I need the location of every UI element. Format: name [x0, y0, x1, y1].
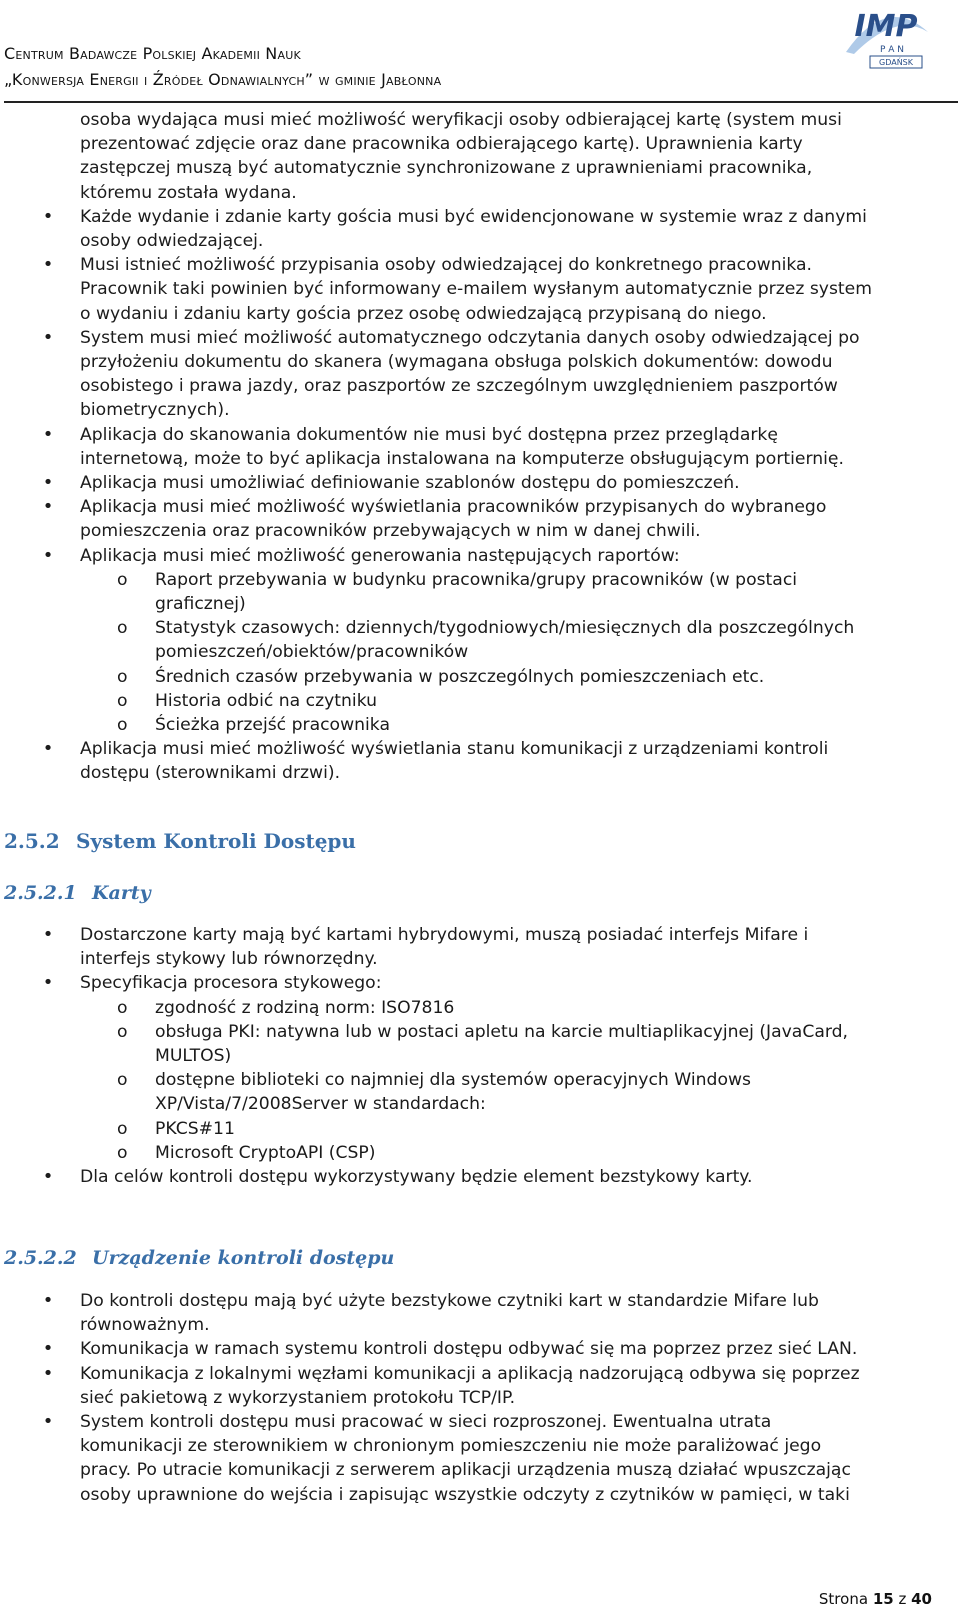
- section-heading: [4, 829, 356, 853]
- logo-subtext: P A N: [879, 45, 905, 55]
- list-item: [0, 1289, 960, 1337]
- list-item: [0, 971, 960, 995]
- list-item: [0, 1165, 960, 1189]
- bullet-icon: [42, 471, 54, 495]
- bullet-icon: [42, 423, 54, 447]
- text-line: Aplikacja musi umożliwiać definiowanie szablonów dostępu do pomieszczeń.: [80, 473, 740, 494]
- bullet-icon: [42, 326, 54, 350]
- bullet-icon: [42, 1165, 54, 1189]
- subsection-heading-access-device: [4, 1247, 394, 1269]
- bullet-icon: [42, 544, 54, 568]
- bullet-icon: [42, 971, 54, 995]
- list-item: [0, 326, 960, 423]
- list-item: [0, 253, 960, 326]
- sub-list-item: o dostępne biblioteki co najmniej dla systemów operacyjnych Windows XP/Vista/7/2008Server w standardach:: [0, 1068, 960, 1116]
- bullet-icon: [42, 1410, 54, 1434]
- header-institution: Centrum Badawcze Polskiej Akademii Nauk: [4, 44, 301, 63]
- sub-list: [0, 568, 960, 737]
- subsection-title: Urządzenie kontroli dostępu: [92, 1247, 395, 1269]
- text-line: przyłożeniu dokumentu do skanera (wymagana obsługa polskich dokumentów: dowodu: [80, 352, 833, 373]
- section-number: 2.5.2: [4, 829, 60, 853]
- text-line: interfejs stykowy lub równorzędny.: [80, 949, 378, 970]
- cards-list: [0, 923, 960, 1189]
- sub-list-item: o Microsoft CryptoAPI (CSP): [0, 1141, 960, 1165]
- page-footer: [819, 1590, 932, 1608]
- text-line: Każde wydanie i zdanie karty gościa musi być ewidencjonowane w systemie wraz z danymi: [80, 206, 867, 227]
- text-line: System musi mieć możliwość automatycznego odczytania danych osoby odwiedzającej po: [80, 327, 860, 348]
- list-item-continuation: [0, 108, 960, 205]
- text-line: komunikacji ze sterownikiem w chronionym pomieszczeniu nie może paraliżować jego: [80, 1436, 822, 1457]
- list-item: [0, 495, 960, 543]
- list-item: [0, 1410, 960, 1507]
- text-line: Specyfikacja procesora stykowego:: [80, 973, 382, 994]
- sub-list-item: o Średnich czasów przebywania w poszczególnych pomieszczeniach etc.: [0, 665, 960, 689]
- sub-list-item: o Statystyk czasowych: dziennych/tygodniowych/miesięcznych dla poszczególnych pomieszczeń/obiektów/pracowników: [0, 616, 960, 664]
- text-line: MULTOS): [155, 1046, 232, 1067]
- text-line: któremu została wydana.: [80, 182, 297, 203]
- text-line: biometrycznych).: [80, 400, 230, 421]
- text-line: Ścieżka przejść pracownika: [155, 715, 390, 736]
- text-line: dostępne biblioteki co najmniej dla systemów operacyjnych Windows: [155, 1070, 751, 1091]
- bullet-icon: [42, 923, 54, 947]
- text-line: Pracownik taki powinien być informowany e-mailem wysłanym automatycznie przez system: [80, 279, 872, 300]
- text-line: internetową, może to być aplikacja instalowana na komputerze obsługującym portiernię.: [80, 448, 844, 469]
- text-line: zastępczej muszą być automatycznie synchronizowane z uprawnieniami pracownika,: [80, 158, 813, 179]
- sub-list-item: o obsługa PKI: natywna lub w postaci apletu na karcie multiaplikacyjnej (JavaCard, MULTOS): [0, 1020, 960, 1068]
- page-separator: z: [898, 1590, 907, 1608]
- bullet-icon: [42, 737, 54, 761]
- text-line: graficznej): [155, 594, 246, 615]
- text-line: zgodność z rodziną norm: ISO7816: [155, 997, 455, 1018]
- requirements-list: [0, 108, 960, 786]
- list-item: [0, 737, 960, 785]
- text-line: pomieszczenia oraz pracowników przebywających w nim w danej chwili.: [80, 521, 701, 542]
- subsection-number: 2.5.2.1: [4, 882, 77, 904]
- text-line: Microsoft CryptoAPI (CSP): [155, 1142, 376, 1163]
- text-line: Komunikacja w ramach systemu kontroli dostępu odbywać się ma poprzez przez sieć LAN.: [80, 1339, 858, 1360]
- text-line: o wydaniu i zdaniu karty gościa przez osobę odwiedzającą przypisaną do niego.: [80, 303, 767, 324]
- bullet-icon: [42, 1337, 54, 1361]
- text-line: Dla celów kontroli dostępu wykorzystywany będzie element bezstykowy karty.: [80, 1167, 753, 1188]
- text-line: Do kontroli dostępu mają być użyte bezstykowe czytniki kart w standardzie Mifare lub: [80, 1291, 819, 1311]
- text-line: osobistego i prawa jazdy, oraz paszportów ze szczególnym uwzględnieniem paszportów: [80, 376, 838, 397]
- text-line: prezentować zdjęcie oraz dane pracownika odbierającego kartę). Uprawnienia karty: [80, 134, 803, 155]
- text-line: Aplikacja musi mieć możliwość wyświetlania stanu komunikacji z urządzeniami kontroli: [80, 739, 829, 760]
- text-line: Musi istnieć możliwość przypisania osoby odwiedzającej do konkretnego pracownika.: [80, 255, 813, 276]
- text-line: osoby odwiedzającej.: [80, 231, 264, 252]
- logo-city: GDAŃSK: [879, 58, 913, 67]
- subsection-title: Karty: [92, 882, 151, 904]
- sub-list-item: o zgodność z rodziną norm: ISO7816: [0, 996, 960, 1020]
- subsection-heading-cards: [4, 882, 151, 904]
- text-line: pomieszczeń/obiektów/pracowników: [155, 642, 469, 663]
- text-line: Aplikacja do skanowania dokumentów nie musi być dostępna przez przeglądarkę: [80, 424, 778, 445]
- text-line: Aplikacja musi mieć możliwość generowania następujących raportów:: [80, 545, 680, 566]
- subsection-number: 2.5.2.2: [4, 1247, 77, 1269]
- sub-list: [0, 996, 960, 1165]
- logo-text: IMP: [854, 9, 918, 44]
- page-number: 15: [872, 1590, 894, 1608]
- text-line: obsługa PKI: natywna lub w postaci apletu na karcie multiaplikacyjnej (JavaCard,: [155, 1021, 849, 1042]
- list-item: [0, 544, 960, 568]
- text-line: dostępu (sterownikami drzwi).: [80, 763, 341, 784]
- text-line: PKCS#11: [155, 1118, 235, 1139]
- bullet-icon: [42, 495, 54, 519]
- list-item: [0, 923, 960, 971]
- text-line: osoba wydająca musi mieć możliwość weryfikacji osoby odbierającej kartę (system musi: [80, 110, 842, 130]
- sub-list-item: o Raport przebywania w budynku pracownika/grupy pracowników (w postaci graficznej): [0, 568, 960, 616]
- bullet-icon: [42, 205, 54, 229]
- text-line: Średnich czasów przebywania w poszczególnych pomieszczeniach etc.: [155, 666, 765, 687]
- header-divider: [4, 101, 958, 103]
- page-total: 40: [911, 1590, 932, 1608]
- section-title: System Kontroli Dostępu: [76, 829, 356, 853]
- bullet-icon: [42, 1289, 54, 1313]
- page-header: [0, 0, 960, 104]
- list-item: [0, 471, 960, 495]
- text-line: XP/Vista/7/2008Server w standardach:: [155, 1094, 486, 1115]
- text-line: pracy. Po utracie komunikacji z serwerem aplikacji urządzenia muszą działać wpuszczając: [80, 1460, 851, 1481]
- imp-pan-logo: [836, 2, 934, 74]
- list-item: [0, 205, 960, 253]
- sub-list-item: o Historia odbić na czytniku: [0, 689, 960, 713]
- text-line: System kontroli dostępu musi pracować w sieci rozproszonej. Ewentualna utrata: [80, 1412, 772, 1433]
- text-line: Historia odbić na czytniku: [155, 690, 378, 711]
- text-line: osoby uprawnione do wejścia i zapisując wszystkie odczyty z czytników w pamięci, w taki: [80, 1484, 850, 1505]
- header-project-title: „Konwersja Energii i Źródeł Odnawialnych” w gminie Jabłonna: [4, 70, 442, 89]
- bullet-icon: [42, 253, 54, 277]
- bullet-icon: [42, 1362, 54, 1386]
- page-label: Strona: [818, 1590, 869, 1608]
- access-device-list: [0, 1289, 960, 1507]
- sub-list-item: o PKCS#11: [0, 1117, 960, 1141]
- text-line: Komunikacja z lokalnymi węzłami komunikacji a aplikacją nadzorującą odbywa się poprzez: [80, 1363, 860, 1384]
- list-item: [0, 423, 960, 471]
- text-line: Raport przebywania w budynku pracownika/grupy pracowników (w postaci: [155, 569, 798, 590]
- list-item: [0, 1362, 960, 1410]
- text-line: Statystyk czasowych: dziennych/tygodniowych/miesięcznych dla poszczególnych: [155, 618, 855, 639]
- list-item: [0, 1337, 960, 1361]
- text-line: Dostarczone karty mają być kartami hybrydowymi, muszą posiadać interfejs Mifare i: [80, 925, 809, 945]
- text-line: równoważnym.: [80, 1315, 210, 1336]
- text-line: sieć pakietową z wykorzystaniem protokołu TCP/IP.: [80, 1387, 516, 1408]
- text-line: Aplikacja musi mieć możliwość wyświetlania pracowników przypisanych do wybranego: [80, 497, 827, 518]
- sub-list-item: o Ścieżka przejść pracownika: [0, 713, 960, 737]
